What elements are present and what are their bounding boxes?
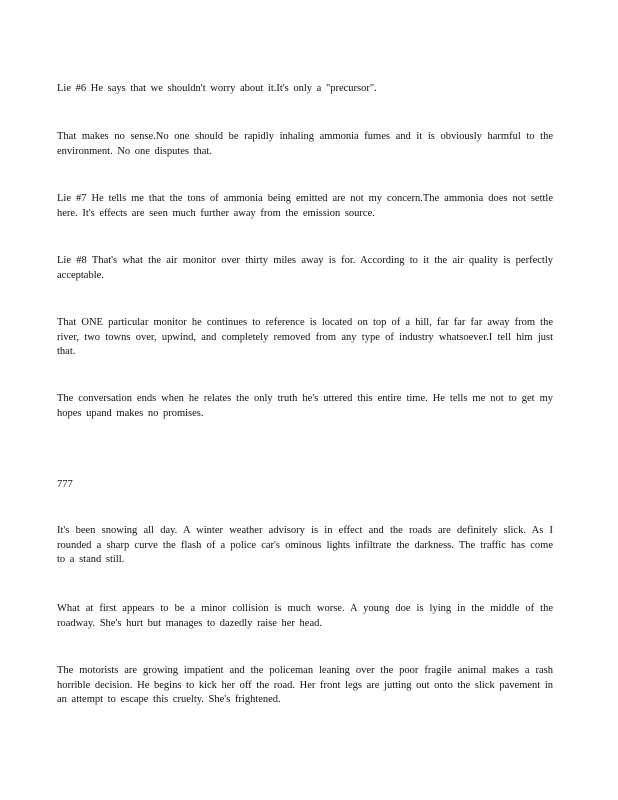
- paragraph-ammonia-harm: That makes no sense.No one should be rapidly inhaling ammonia fumes and it is obviously harmful to the environment. No one disputes that.: [57, 131, 553, 157]
- paragraph-monitor-location: That ONE particular monitor he continues to reference is located on top of a hill, far far far away from the river, two towns over, upwind, and completely removed from any type of industry whatsoever.I tell him just that.: [57, 317, 553, 357]
- paragraph-lie-6: Lie #6 He says that we shouldn't worry about it.It's only a "precursor".: [57, 83, 377, 94]
- paragraph-collision: What at first appears to be a minor collision is much worse. A young doe is lying in the middle of the roadway. She's hurt but manages to dazedly raise her head.: [57, 603, 553, 629]
- paragraph-lie-8: Lie #8 That's what the air monitor over thirty miles away is for. According to it the air quality is perfectly acceptable.: [57, 255, 553, 281]
- section-break: 777: [57, 479, 73, 490]
- paragraph-conversation-ends: The conversation ends when he relates the only truth he's uttered this entire time. He tells me not to get my hopes upand makes no promises.: [57, 393, 553, 419]
- paragraph-lie-7: Lie #7 He tells me that the tons of ammonia being emitted are not my concern.The ammonia does not settle here. It's effects are seen much further away from the emission source.: [57, 193, 553, 219]
- paragraph-snowing: It's been snowing all day. A winter weather advisory is in effect and the roads are definitely slick. As I rounded a sharp curve the flash of a police car's ominous lights infiltrate the darkness. The traffic has come to a stand still.: [57, 525, 553, 565]
- paragraph-motorists: The motorists are growing impatient and the policeman leaning over the poor fragile animal makes a rash horrible decision. He begins to kick her off the road. Her front legs are jutting out onto the slick pavement in an attempt to escape this cruelty. She's frightened.: [57, 665, 553, 705]
